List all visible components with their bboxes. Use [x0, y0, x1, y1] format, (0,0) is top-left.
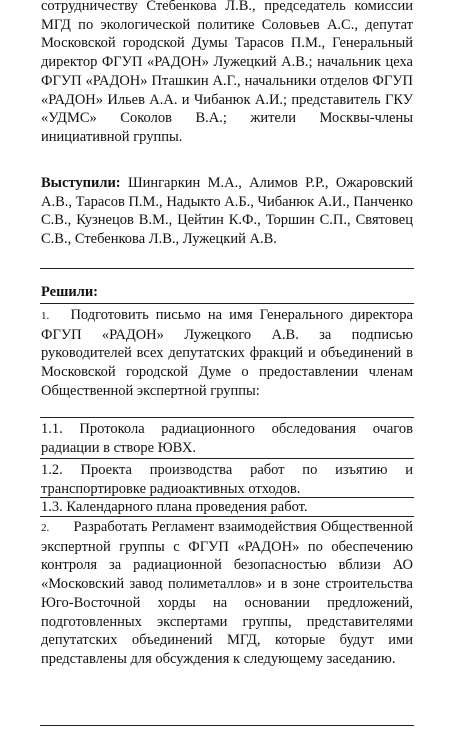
- item-text: Разработать Регламент взаимодействия Общественной экспертной группы с ФГУП «РАДОН» по обеспечению контроля за радиационной безопасностью вблизи АО «Московский завод полиметаллов» и в зоне строительства Юго-Восточной хорды на основании предложений, подготовленных экспертами группы, представителями депутатских объединений МГД, которые будут ими представлены для обсуждения к следующему заседанию.: [41, 519, 414, 667]
- divider: [40, 516, 414, 517]
- divider: [40, 725, 414, 726]
- sub-item-1-2: 1.2. Проекта производства работ по изъятию и транспортировке радиоактивных отходов.: [41, 462, 413, 497]
- sub-item-1-3: 1.3. Календарного плана проведения работ.: [41, 499, 308, 515]
- item-number: 2.: [41, 522, 50, 534]
- divider: [40, 268, 414, 269]
- item-text: Подготовить письмо на имя Генерального директора ФГУП «РАДОН» Лужецкого А.В. за подписью руководителей всех депутатских фракций и объединений в Московской городской Думе о предоставлении членам Общественной экспертной группы:: [41, 307, 413, 399]
- decided-label: Решили:: [41, 284, 99, 300]
- divider: [40, 458, 414, 459]
- participants-paragraph: сотрудничеству Стебенкова Л.В., председатель комиссии МГД по экологической политике Соловьев А.С., депутат Московской городской Думы Тарасов П.М., Генеральный директор ФГУП «РАДОН» Лужецкий А.В.; начальник цеха ФГУП «РАДОН» Пташкин А.Г., начальники отделов ФГУП «РАДОН» Ильев А.А. и Чибанюк А.И.; представитель ГКУ «УДМС» Соколов В.А.; жители Москвы-члены инициативной группы.: [41, 0, 413, 145]
- divider: [40, 303, 414, 304]
- speakers-names: Шингаркин М.А., Алимов Р.Р., Ожаровский А.В., Тарасов П.М., Надыкто А.Б., Чибанюк А.И., Панченко С.В., Кузнецов В.М., Цейтин К.Ф., Торшин С.П., Святовец С.В., Стебенкова Л.В., Лужецкий А.В.: [41, 175, 414, 248]
- divider: [40, 417, 414, 418]
- speakers-paragraph: [41, 174, 413, 249]
- decision-item-2: [41, 518, 413, 669]
- item-number: 1.: [41, 310, 50, 322]
- sub-item-1-1: 1.1. Протокола радиационного обследования очагов радиации в створе ЮВХ.: [41, 421, 413, 456]
- speakers-label: Выступили:: [41, 175, 121, 191]
- decision-item-1: [41, 306, 413, 401]
